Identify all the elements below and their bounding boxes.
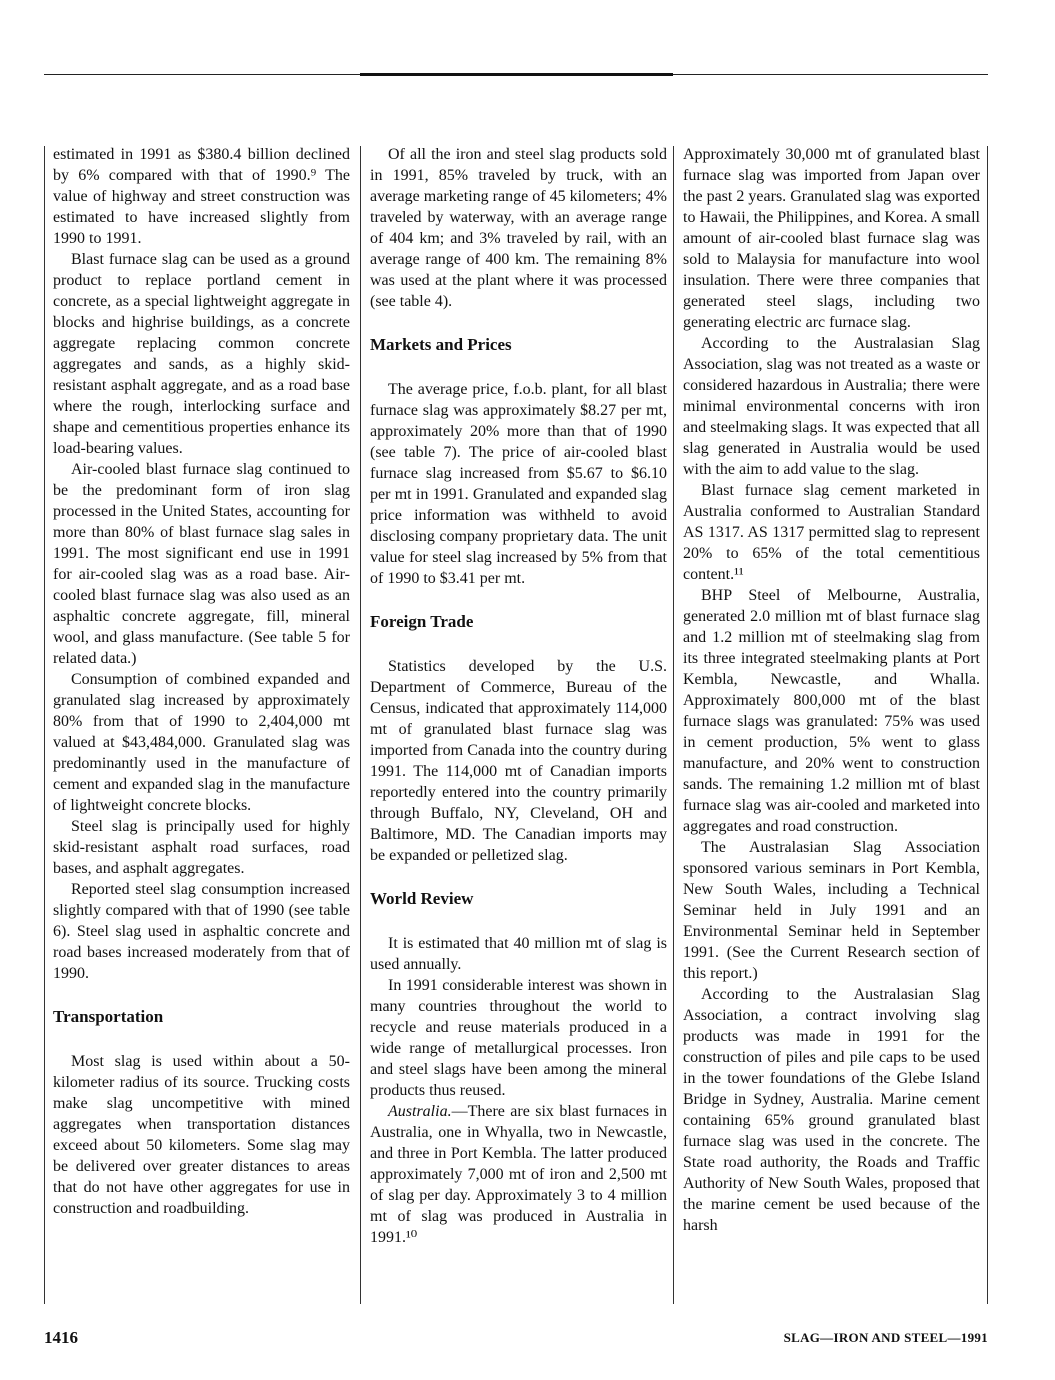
paragraph: Steel slag is principally used for highly skid-resistant asphalt road surfaces, road bases, and asphalt aggregates. <box>53 818 350 877</box>
section-heading-world-review: World Review <box>370 889 474 908</box>
text-column-2 <box>370 144 667 1302</box>
paragraph: According to the Australasian Slag Association, slag was not treated as a waste or considered hazardous in Australia; there were minimal environmental concerns with iron and steelmaking slags. It was expected that all slag generated in Australia would be used with the aim to add value to the slag. <box>683 335 980 478</box>
section-heading-transportation: Transportation <box>53 1007 164 1026</box>
paragraph: It is estimated that 40 million mt of slag is used annually. <box>370 935 667 973</box>
paragraph: Approximately 30,000 mt of granulated blast furnace slag was imported from Japan over the past 2 years. Granulated slag was exported to Hawaii, the Philippines, and Korea. A small amount of air-cooled blast furnace slag was sold to Malaysia for manufacture into wool insulation. There were three companies that generated steel slags, including two generating electric arc furnace slag. <box>683 146 980 331</box>
paragraph: Blast furnace slag cement marketed in Australia conformed to Australian Standard AS 1317. AS 1317 permitted slag to represent 20% to 65% of the total cementitious content.¹¹ <box>683 482 980 583</box>
page-number: 1416 <box>44 1328 78 1347</box>
column-rule-right <box>987 146 988 1304</box>
column-rule-left <box>44 146 45 1304</box>
section-heading-foreign-trade: Foreign Trade <box>370 612 474 631</box>
running-title: SLAG—IRON AND STEEL—1991 <box>783 1330 988 1345</box>
column-rule-1-2 <box>360 146 361 1304</box>
header-rule-accent <box>360 73 673 76</box>
text-column-1 <box>53 144 350 1302</box>
paragraph: Statistics developed by the U.S. Department of Commerce, Bureau of the Census, indicated that approximately 114,000 mt of granulated blast furnace slag was imported from Canada into the country during 1991. The 114,000 mt of Canadian imports reportedly entered into the country primarily through Buffalo, NY, Cleveland, OH and Baltimore, MD. The Canadian imports may be expanded or pelletized slag. <box>370 658 667 864</box>
text-column-3 <box>683 144 980 1302</box>
paragraph: Most slag is used within about a 50-kilometer radius of its source. Trucking costs make slag uncompetitive with mined aggregates when transportation distances exceed about 50 kilometers. Some slag may be delivered over greater distances to areas that do not have other aggregates for use in construction and roadbuilding. <box>53 1053 350 1217</box>
paragraph: estimated in 1991 as $380.4 billion declined by 6% compared with that of 1990.⁹ The value of highway and street construction was estimated to have increased slightly from 1990 to 1991. <box>53 146 350 247</box>
paragraph: Reported steel slag consumption increased slightly compared with that of 1990 (see table 6). Steel slag used in asphaltic concrete and road bases increased moderately from that of 1990. <box>53 881 350 982</box>
paragraph: Of all the iron and steel slag products sold in 1991, 85% traveled by truck, with an average marketing range of 45 kilometers; 4% traveled by waterway, with an average range of 404 km; and 3% traveled by rail, with an average range of 400 km. The remaining 8% was used at the plant where it was processed (see table 4). <box>370 146 667 310</box>
run-in-heading-australia: Australia. <box>388 1103 452 1120</box>
section-heading-markets-and-prices: Markets and Prices <box>370 335 512 354</box>
paragraph-australia <box>370 1101 667 1248</box>
paragraph: Blast furnace slag can be used as a ground product to replace portland cement in concrete, as a special lightweight aggregate in blocks and highrise buildings, as a concrete aggregate replacing common concrete aggregates and sands, as a highly skid-resistant asphalt aggregate, and as a road base where the rough, interlocking surface and shape and cementitious properties enhance its load-bearing values. <box>53 251 350 457</box>
paragraph: Consumption of combined expanded and granulated slag increased by approximately 80% from that of 1990 to 2,404,000 mt valued at $43,484,000. Granulated slag was predominantly used in the manufacture of cement and expanded slag in the manufacture of lightweight concrete blocks. <box>53 671 350 814</box>
paragraph-text: —There are six blast furnaces in Australia, one in Whyalla, two in Newcastle, and three in Port Kembla. The latter produced approximately 7,000 mt of iron and 2,500 mt of slag per day. Approximately 3 to 4 million mt of slag was produced in Australia in 1991.¹⁰ <box>370 1103 667 1246</box>
paragraph: In 1991 considerable interest was shown in many countries throughout the world to recycle and reuse materials produced in a wide range of metallurgical processes. Iron and steel slags have been among the mineral products thus reused. <box>370 977 667 1099</box>
paragraph: The Australasian Slag Association sponsored various seminars in Port Kembla, New South Wales, including a Technical Seminar held in July 1991 and an Environmental Seminar held in September 1991. (See the Current Research section of this report.) <box>683 839 980 982</box>
paragraph: According to the Australasian Slag Association, a contract involving slag products was made in 1991 for the construction of piles and pile caps to be used in the tower foundations of the Glebe Island Bridge in Sydney, Australia. Marine cement containing 65% ground granulated blast furnace slag was used in the concrete. The State road authority, the Roads and Traffic Authority of New South Wales, proposed that the marine cement be used because of the harsh <box>683 986 980 1234</box>
paragraph: Air-cooled blast furnace slag continued to be the predominant form of iron slag processed in the United States, accounting for more than 80% of blast furnace slag sales in 1991. The most significant end use in 1991 for air-cooled slag was as a road base. Air-cooled blast furnace slag was also used as an asphaltic concrete aggregate, fill, mineral wool, and glass manufacture. (See table 5 for related data.) <box>53 461 350 667</box>
column-rule-2-3 <box>673 146 674 1304</box>
paragraph: The average price, f.o.b. plant, for all blast furnace slag was approximately $8.27 per mt, approximately 20% more than that of 1990 (see table 7). The price of air-cooled blast furnace slag increased from $5.67 to $6.10 per mt in 1991. Granulated and expanded slag price information was withheld to avoid disclosing company proprietary data. The unit value for steel slag increased by 5% from that of 1990 to $3.41 per mt. <box>370 381 667 587</box>
paragraph: BHP Steel of Melbourne, Australia, generated 2.0 million mt of blast furnace slag and 1.2 million mt of steelmaking slag from its three integrated steelmaking plants at Port Kembla, Newcastle, and Whalla. Approximately 800,000 mt of the blast furnace slags was granulated: 75% was used in cement production, 5% went to glass manufacture, and 20% went to construction sands. The remaining 1.2 million mt of blast furnace slag was air-cooled and marketed into aggregates and road construction. <box>683 587 980 835</box>
